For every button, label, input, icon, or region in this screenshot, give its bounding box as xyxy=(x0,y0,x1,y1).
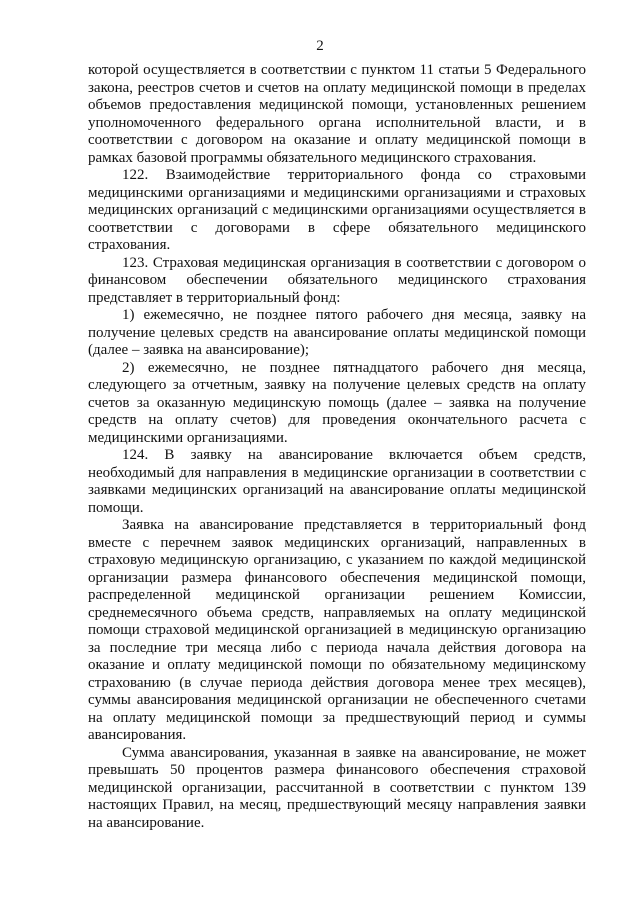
text-line: за последние три месяца либо с периода начала действия договора на xyxy=(88,639,586,656)
paragraph xyxy=(88,62,586,167)
text-line: на авансирование. xyxy=(88,814,205,831)
text-line: медицинскими организациями и медицинскими организациями и страховых xyxy=(88,184,586,201)
text-line: оказание и оплату медицинской помощи по обязательному медицинскому xyxy=(88,657,586,673)
text-line: медицинской организации, рассчитанной в соответствии с пунктом 139 xyxy=(88,779,586,796)
paragraph xyxy=(88,745,586,833)
text-line: организации размера финансового обеспечения медицинской помощи, xyxy=(88,569,586,586)
text-line: объемов предоставления медицинской помощи, установленных решением xyxy=(88,97,586,113)
text-line: настоящих Правил, на месяц, предшествующий месяцу направления заявки xyxy=(88,797,586,813)
text-line: помощи страховой медицинской организацией в медицинскую организацию xyxy=(88,622,586,638)
text-line: Сумма авансирования, указанная в заявке на авансирование, не может xyxy=(122,744,586,761)
paragraph xyxy=(88,307,586,360)
page-number: 2 xyxy=(316,38,324,54)
text-line: рамках базовой программы обязательного медицинского страхования. xyxy=(88,149,537,166)
text-line: закона, реестров счетов и счетов на оплату медицинской помощи в пределах xyxy=(88,79,586,96)
text-line: превышать 50 процентов размера финансового обеспечения страховой xyxy=(88,762,586,778)
text-line: помощи. xyxy=(88,499,144,516)
text-line: представляет в территориальный фонд: xyxy=(88,289,341,306)
text-line: (далее – заявка на авансирование); xyxy=(88,342,310,358)
text-line: 1) ежемесячно, не позднее пятого рабочего дня месяца, заявку на xyxy=(122,307,586,323)
text-line: медицинскими организациями. xyxy=(88,429,288,446)
text-line: которой осуществляется в соответствии с пунктом 11 статьи 5 Федерального xyxy=(88,62,586,78)
text-line: 123. Страховая медицинская организация в соответствии с договором о xyxy=(122,254,586,271)
text-line: страхованию (в случае периода действия договора менее трех месяцев), xyxy=(88,674,586,691)
text-line: соответствии с договором на оказание и оплату медицинской помощи в xyxy=(88,132,586,148)
text-line: следующего за отчетным, заявку на получение целевых средств на оплату xyxy=(88,377,586,393)
text-line: средств на оплату счетов) для проведения окончательного расчета с xyxy=(88,412,586,428)
text-line: необходимый для направления в медицинские организации в соответствии с xyxy=(88,464,586,481)
paragraph xyxy=(88,360,586,448)
text-line: 2) ежемесячно, не позднее пятнадцатого рабочего дня месяца, xyxy=(122,359,586,376)
text-line: среднемесячного объема средств, направляемых на оплату медицинской xyxy=(88,604,586,621)
text-line: получение целевых средств на авансирование оплаты медицинской помощи xyxy=(88,324,586,341)
text-line: страхования. xyxy=(88,237,171,253)
paragraph xyxy=(88,447,586,517)
text-line: заявками медицинских организаций на авансирование оплаты медицинской xyxy=(88,482,586,498)
text-line: медицинских организаций с медицинскими организациями осуществляется в xyxy=(88,202,586,218)
text-line: страховую медицинскую организацию, с указанием по каждой медицинской xyxy=(88,552,586,568)
paragraph xyxy=(88,255,586,308)
text-line: авансирования. xyxy=(88,727,187,743)
document-body xyxy=(88,62,586,832)
text-line: счетов за оказанную медицинскую помощь (далее – заявка на получение xyxy=(88,394,586,411)
text-line: распределенной медицинской организации решением Комиссии, xyxy=(88,587,586,603)
text-line: на оплату медицинской помощи за предшествующий период и суммы xyxy=(88,709,586,726)
text-line: финансовом обеспечении обязательного медицинского страхования xyxy=(88,272,586,288)
text-line: уполномоченного федерального органа исполнительной власти, и в xyxy=(88,114,586,131)
paragraph xyxy=(88,517,586,745)
text-line: соответствии с договорами в сфере обязательного медицинского xyxy=(88,219,586,236)
text-line: вместе с перечнем заявок медицинских организаций, направленных в xyxy=(88,534,586,551)
text-line: 124. В заявку на авансирование включается объем средств, xyxy=(122,447,586,463)
text-line: суммы авансирования медицинской организации не обеспеченного счетами xyxy=(88,692,586,708)
paragraph xyxy=(88,167,586,255)
text-line: 122. Взаимодействие территориального фонда со страховыми xyxy=(122,167,586,183)
text-line: Заявка на авансирование представляется в территориальный фонд xyxy=(122,517,586,533)
